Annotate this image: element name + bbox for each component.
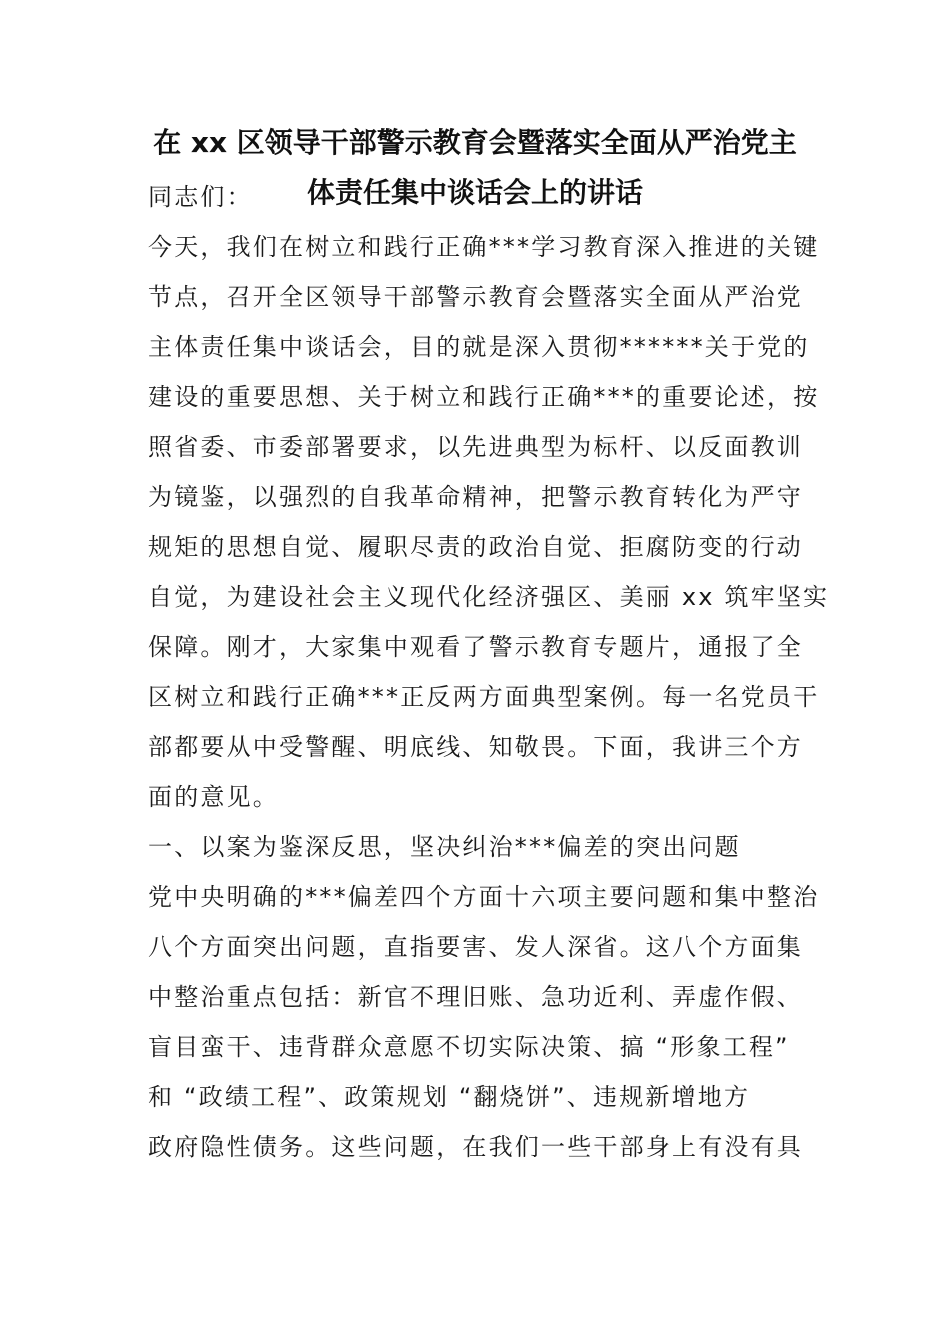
body-line: 保障。刚才，大家集中观看了警示教育专题片，通报了全 — [148, 633, 803, 661]
body-line: 今天，我们在树立和践行正确***学习教育深入推进的关键 — [148, 233, 820, 261]
body-line: 部都要从中受警醒、明底线、知敬畏。下面，我讲三个方 — [148, 733, 803, 761]
body-line: 和 “政绩工程”、政策规划 “翻烧饼”、违规新增地方 — [148, 1083, 751, 1111]
body-line: 节点，召开全区领导干部警示教育会暨落实全面从严治党 — [148, 283, 803, 311]
body-line: 盲目蛮干、违背群众意愿不切实际决策、搞 “形象工程” — [148, 1033, 790, 1061]
body-line: 照省委、市委部署要求，以先进典型为标杆、以反面教训 — [148, 433, 803, 461]
body-line: 中整治重点包括：新官不理旧账、急功近利、弄虚作假、 — [148, 983, 803, 1011]
body-line: 八个方面突出问题，直指要害、发人深省。这八个方面集 — [148, 933, 803, 961]
salutation: 同志们： — [148, 183, 253, 211]
body-line: 区树立和践行正确***正反两方面典型案例。每一名党员干 — [148, 683, 820, 711]
body-line: 政府隐性债务。这些问题，在我们一些干部身上有没有具 — [148, 1133, 803, 1161]
body-line: 党中央明确的***偏差四个方面十六项主要问题和集中整治 — [148, 883, 820, 911]
body-line: 为镜鉴，以强烈的自我革命精神，把警示教育转化为严守 — [148, 483, 803, 511]
section-heading: 一、以案为鉴深反思，坚决纠治***偏差的突出问题 — [148, 833, 741, 861]
body-line: 规矩的思想自觉、履职尽责的政治自觉、拒腐防变的行动 — [148, 533, 803, 561]
title-line-2: 体责任集中谈话会上的讲话 — [306, 176, 643, 209]
body-line: 自觉，为建设社会主义现代化经济强区、美丽 xx 筑牢坚实 — [148, 583, 830, 611]
body-line: 建设的重要思想、关于树立和践行正确***的重要论述，按 — [148, 383, 820, 411]
body-line: 面的意见。 — [148, 783, 279, 811]
document-body — [148, 172, 830, 1172]
body-line: 主体责任集中谈话会，目的就是深入贯彻******关于党的 — [148, 333, 810, 361]
title-line-1: 在 xx 区领导干部警示教育会暨落实全面从严治党主 — [153, 126, 797, 159]
